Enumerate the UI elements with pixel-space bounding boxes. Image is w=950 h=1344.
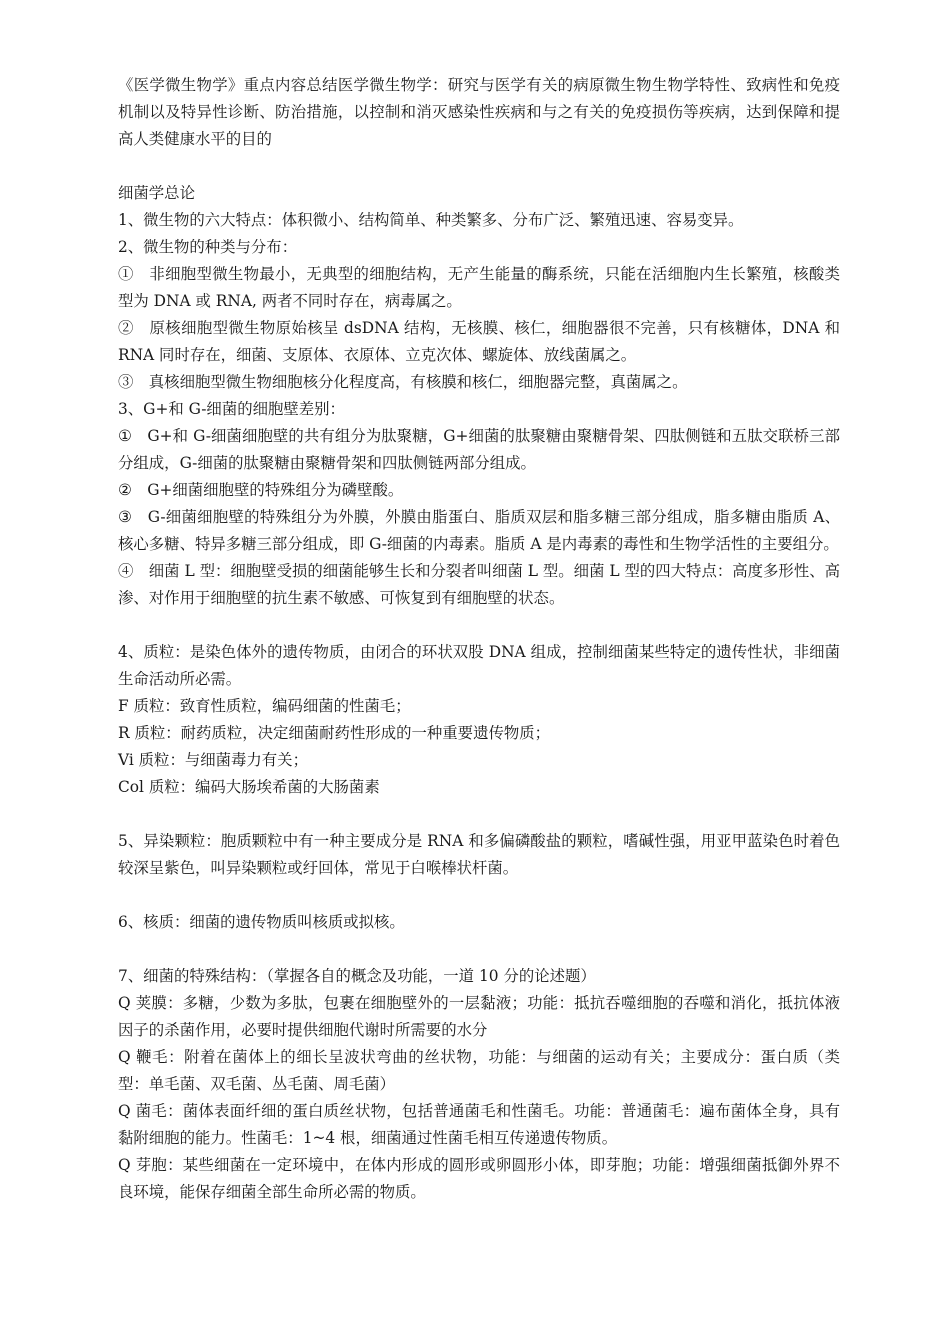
point-3-item-2: ② G+细菌细胞壁的特殊组分为磷壁酸。 — [118, 481, 404, 499]
point-4-vi-plasmid: Vi 质粒：与细菌毒力有关； — [118, 751, 308, 769]
spacer — [118, 612, 840, 639]
point-4-f-plasmid: F 质粒：致育性质粒，编码细菌的性菌毛； — [118, 697, 411, 715]
point-2-item-1: ① 非细胞型微生物最小，无典型的细胞结构，无产生能量的酶系统，只能在活细胞内生长繁殖，核酸类型为 DNA 或 RNA, 两者不同时存在，病毒属之。 — [118, 265, 840, 310]
section-title: 细菌学总论 — [118, 184, 195, 202]
point-4-r-plasmid: R 质粒：耐药质粒，决定细菌耐药性形成的一种重要遗传物质； — [118, 724, 551, 742]
point-3-item-3: ③ G-细菌细胞壁的特殊组分为外膜，外膜由脂蛋白、脂质双层和脂多糖三部分组成，脂多糖由脂质 A、核心多糖、特异多糖三部分组成，即 G-细菌的内毒素。脂质 A 是内毒素的毒性和生物学活性的主要组分。 — [118, 508, 840, 553]
point-3-item-4: ④ 细菌 L 型：细胞壁受损的细菌能够生长和分裂者叫细菌 L 型。细菌 L 型的四大特点：高度多形性、高渗、对作用于细胞壁的抗生素不敏感、可恢复到有细胞壁的状态。 — [118, 562, 840, 607]
point-4: 4、质粒：是染色体外的遗传物质，由闭合的环状双股 DNA 组成，控制细菌某些特定的遗传性状，非细菌生命活动所必需。 — [118, 643, 840, 688]
point-3-item-1: ① G+和 G-细菌细胞壁的共有组分为肽聚糖，G+细菌的肽聚糖由聚糖骨架、四肽侧链和五肽交联桥三部分组成，G-细菌的肽聚糖由聚糖骨架和四肽侧链两部分组成。 — [118, 427, 840, 472]
spacer — [118, 936, 840, 963]
point-2-item-3: ③ 真核细胞型微生物细胞核分化程度高，有核膜和核仁，细胞器完整，真菌属之。 — [118, 373, 688, 391]
point-3: 3、G+和 G-细菌的细胞壁差别： — [118, 400, 345, 418]
point-6: 6、核质：细菌的遗传物质叫核质或拟核。 — [118, 913, 405, 931]
point-7-spore: Q 芽胞：某些细菌在一定环境中，在体内形成的圆形或卵圆形小体，即芽胞；功能：增强细菌抵御外界不良环境，能保存细菌全部生命所必需的物质。 — [118, 1156, 840, 1201]
point-4-col-plasmid: Col 质粒：编码大肠埃希菌的大肠菌素 — [118, 778, 380, 796]
point-7-capsule: Q 荚膜：多糖，少数为多肽，包裹在细胞壁外的一层黏液；功能：抵抗吞噬细胞的吞噬和消化，抵抗体液因子的杀菌作用，必要时提供细胞代谢时所需要的水分 — [118, 994, 840, 1039]
point-7-pilus: Q 菌毛：菌体表面纤细的蛋白质丝状物，包括普通菌毛和性菌毛。功能：普通菌毛：遍布菌体全身，具有黏附细胞的能力。性菌毛：1~4 根，细菌通过性菌毛相互传递遗传物质。 — [118, 1102, 840, 1147]
point-1: 1、微生物的六大特点：体积微小、结构简单、种类繁多、分布广泛、繁殖迅速、容易变异。 — [118, 211, 744, 229]
point-2: 2、微生物的种类与分布： — [118, 238, 298, 256]
spacer — [118, 801, 840, 828]
point-7-flagellum: Q 鞭毛：附着在菌体上的细长呈波状弯曲的丝状物，功能：与细菌的运动有关；主要成分：蛋白质（类型：单毛菌、双毛菌、丛毛菌、周毛菌） — [118, 1048, 840, 1093]
point-2-item-2: ② 原核细胞型微生物原始核呈 dsDNA 结构，无核膜、核仁，细胞器很不完善，只有核糖体，DNA 和 RNA 同时存在，细菌、支原体、衣原体、立克次体、螺旋体、放线菌属之。 — [118, 319, 840, 364]
spacer — [118, 153, 840, 180]
point-7: 7、细菌的特殊结构：（掌握各自的概念及功能，一道 10 分的论述题） — [118, 967, 596, 985]
point-5: 5、异染颗粒：胞质颗粒中有一种主要成分是 RNA 和多偏磷酸盐的颗粒，嗜碱性强，用亚甲蓝染色时着色较深呈紫色，叫异染颗粒或纡回体，常见于白喉棒状杆菌。 — [118, 832, 840, 877]
spacer — [118, 882, 840, 909]
intro-paragraph: 《医学微生物学》重点内容总结医学微生物学：研究与医学有关的病原微生物生物学特性、致病性和免疫机制以及特异性诊断、防治措施，以控制和消灭感染性疾病和与之有关的免疫损伤等疾病，达到保障和提高人类健康水平的目的 — [118, 76, 840, 148]
